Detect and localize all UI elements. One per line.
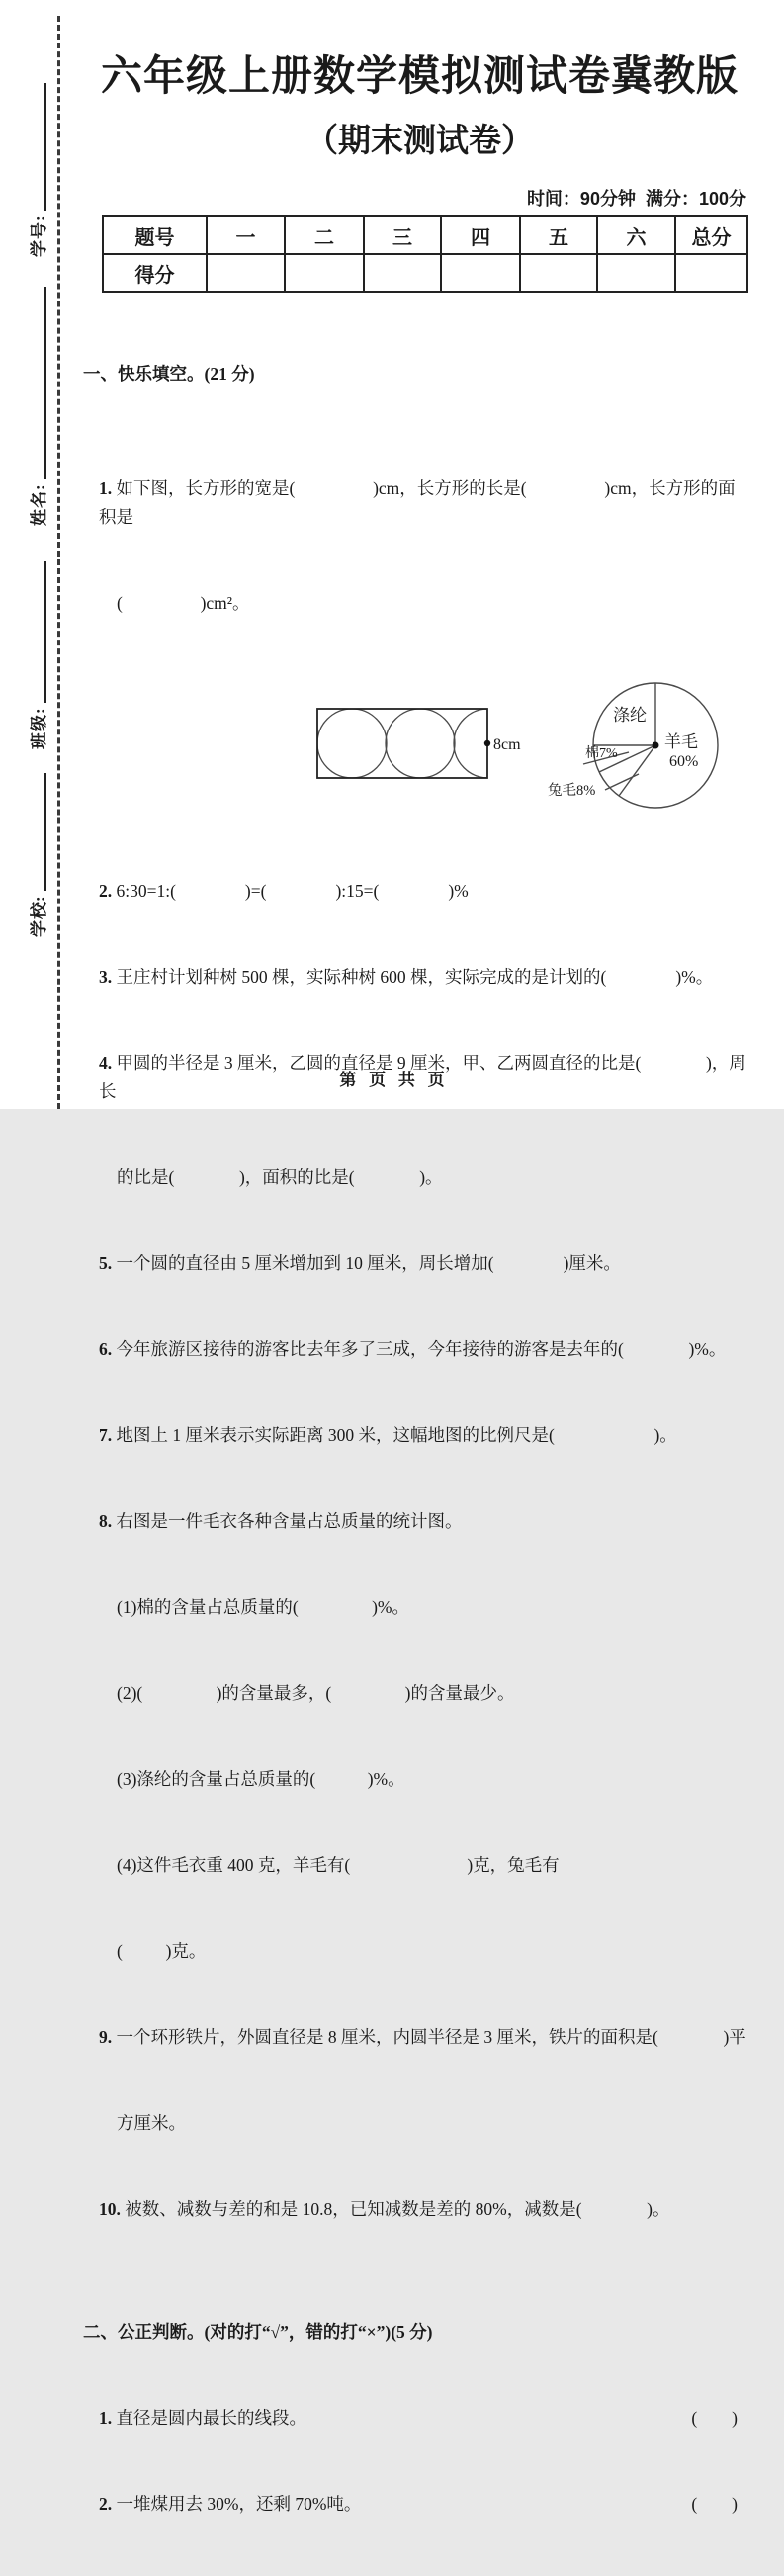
score-table-col: 总分 [675, 216, 747, 254]
question-4-line-2: 的比是( )，面积的比是( )。 [117, 1167, 443, 1187]
question-8-sub-4-line-2: ( )克。 [117, 1941, 207, 1961]
question-2-number: 2. [99, 881, 113, 901]
question-1-number: 1. [99, 478, 113, 498]
pie-label-polyester: 涤纶 [613, 706, 647, 725]
score-table-col: 三 [364, 216, 441, 254]
pie-chart-figure [544, 670, 784, 838]
question-7-number: 7. [99, 1425, 113, 1445]
question-4-number: 4. [99, 1053, 113, 1073]
student-id-blank-line [44, 83, 46, 211]
judge-1-number: 1. [99, 2408, 113, 2428]
score-cell [520, 254, 597, 292]
score-table-col: 四 [441, 216, 520, 254]
score-table-col: 六 [597, 216, 675, 254]
question-6: 6. 今年旅游区接待的游客比去年多了三成，今年接待的游客是去年的( )%。 [99, 1339, 727, 1359]
dimension-point [484, 740, 490, 746]
student-id-label: 学号: [30, 215, 48, 257]
footer-page-label: 第 页 共 页 [339, 1071, 445, 1089]
question-8-number: 8. [99, 1511, 113, 1531]
score-table-header-row [103, 216, 747, 254]
pie-label-wool: 羊毛 [664, 732, 698, 751]
judge-2-text: 2. 一堆煤用去 30%，还剩 70%吨。 [99, 2494, 362, 2514]
student-name-label: 姓名: [30, 483, 48, 526]
judge-1-text: 1. 直径是圆内最长的线段。 [99, 2408, 306, 2428]
question-9-line-2: 方厘米。 [117, 2113, 186, 2133]
score-cell [597, 254, 675, 292]
question-10-number: 10. [99, 2199, 121, 2219]
student-name-field [22, 287, 49, 526]
question-3: 3. 王庄村计划种树 500 棵，实际种树 600 棵，实际完成的是计划的( )%。 [99, 967, 714, 987]
pie-value-wool: 60% [669, 753, 699, 770]
judge-2-number: 2. [99, 2494, 113, 2514]
school-field [22, 773, 49, 937]
question-3-number: 3. [99, 967, 113, 987]
score-table-col: 一 [207, 216, 285, 254]
question-2: 2. 6:30=1:( )=( ):15=( )% [99, 881, 469, 901]
page-title: 六年级上册数学模拟测试卷冀教版 [100, 52, 739, 99]
question-9-line-1: 9. 一个环形铁片，外圆直径是 8 厘米，内圆半径是 3 厘米，铁片的面积是( )平 [99, 2027, 746, 2047]
school-blank-line [44, 773, 46, 891]
score-table-corner: 题号 [103, 216, 207, 254]
question-8-sub-1: (1)棉的含量占总质量的( )%。 [117, 1597, 410, 1617]
rectangle-circles-figure [310, 706, 543, 793]
question-1-line-2: ( )cm²。 [117, 593, 250, 613]
judge-item-2 [83, 2490, 747, 2519]
school-label: 学校: [30, 895, 48, 937]
student-name-blank-line [44, 287, 46, 479]
rabbit-fur-leader-line [605, 774, 639, 790]
judge-item-1 [83, 2404, 747, 2433]
class-field [22, 561, 49, 749]
judge-1-answer-bracket: ( ) [691, 2408, 738, 2428]
score-table-col: 五 [520, 216, 597, 254]
pie-label-cotton: 棉7% [585, 746, 618, 761]
seal-dashed-line [57, 16, 60, 1109]
score-cell [364, 254, 441, 292]
question-4-line-1: 4. 甲圆的半径是 3 厘米，乙圆的直径是 9 厘米，甲、乙两圆直径的比是( )，周长 [99, 1053, 746, 1101]
judge-2-answer-bracket: ( ) [691, 2494, 738, 2514]
score-cell [285, 254, 364, 292]
score-row-label: 得分 [103, 254, 207, 292]
student-id-field [22, 83, 49, 257]
class-blank-line [44, 561, 46, 703]
sweater-composition-pie-chart [544, 670, 784, 843]
page-subtitle: （期末测试卷） [305, 122, 534, 158]
score-table-score-row [103, 254, 747, 292]
question-8-sub-3: (3)涤纶的含量占总质量的( )%。 [117, 1769, 405, 1789]
question-8: 8. 右图是一件毛衣各种含量占总质量的统计图。 [99, 1511, 463, 1531]
questions-area [83, 302, 747, 2576]
question-8-sub-4-line-1: (4)这件毛衣重 400 克，羊毛有( )克，兔毛有 [117, 1855, 560, 1875]
question-7: 7. 地图上 1 厘米表示实际距离 300 米，这幅地图的比例尺是( )。 [99, 1425, 677, 1445]
question-6-number: 6. [99, 1339, 113, 1359]
question-5: 5. 一个圆的直径由 5 厘米增加到 10 厘米，周长增加( )厘米。 [99, 1253, 621, 1273]
score-cell [441, 254, 520, 292]
question-9-number: 9. [99, 2027, 113, 2047]
class-label: 班级: [30, 707, 48, 749]
question-8-sub-2: (2)( )的含量最多，( )的含量最少。 [117, 1683, 515, 1703]
score-table-col: 二 [285, 216, 364, 254]
pie-center-dot [653, 742, 659, 749]
pie-label-rabbit-fur: 兔毛8% [548, 783, 596, 799]
question-1-line-1: 1. 如下图，长方形的宽是( )cm，长方形的长是( )cm，长方形的面积是 [99, 478, 736, 527]
section-1-heading: 一、快乐填空。(21 分) [83, 364, 255, 384]
score-cell [207, 254, 285, 292]
question-10: 10. 被数、减数与差的和是 10.8，已知减数是差的 80%，减数是( )。 [99, 2199, 670, 2219]
score-cell [675, 254, 747, 292]
score-table [102, 215, 748, 293]
rect-dimension-label: 8cm [493, 736, 521, 753]
question-5-number: 5. [99, 1253, 113, 1273]
section-2-heading: 二、公正判断。(对的打“√”，错的打“×”)(5 分) [83, 2322, 433, 2342]
exam-meta: 时间：90分钟 满分：100分 [526, 189, 746, 209]
